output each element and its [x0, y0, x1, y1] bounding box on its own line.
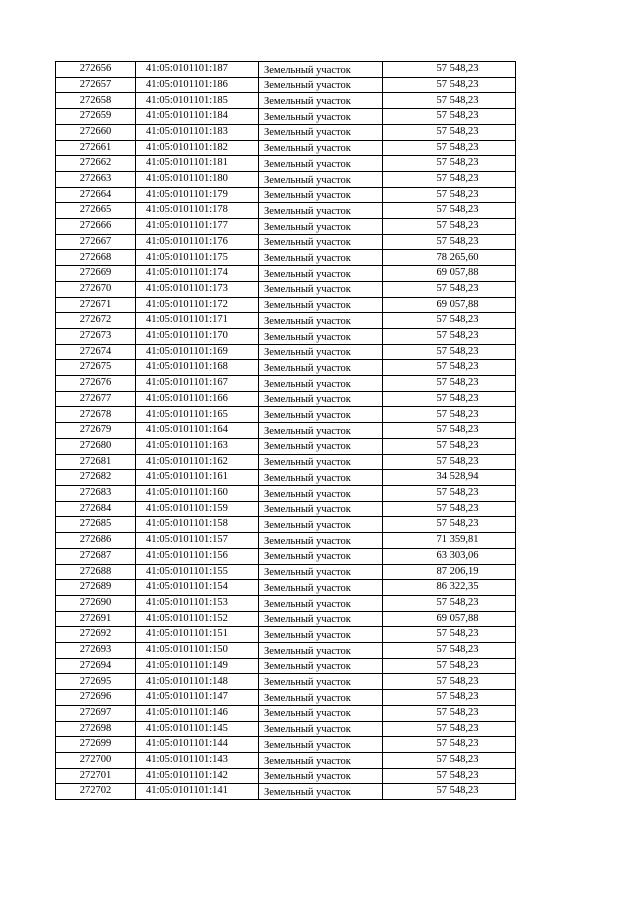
- table-body: [56, 62, 516, 800]
- cadastral-value-cell: 57 548,23: [383, 438, 516, 454]
- object-type-cell: Земельный участок: [259, 281, 383, 297]
- record-number-cell: 272694: [56, 658, 136, 674]
- record-number-cell: 272671: [56, 297, 136, 313]
- cadastral-value-cell: 57 548,23: [383, 156, 516, 172]
- cadastral-number-cell: 41:05:0101101:170: [136, 328, 259, 344]
- record-number-cell: 272681: [56, 454, 136, 470]
- cadastral-number-cell: 41:05:0101101:142: [136, 768, 259, 784]
- object-type-cell: Земельный участок: [259, 737, 383, 753]
- table-row: [56, 124, 516, 140]
- object-type-cell: Земельный участок: [259, 690, 383, 706]
- cadastral-number-cell: 41:05:0101101:168: [136, 360, 259, 376]
- table-row: [56, 564, 516, 580]
- cadastral-number-cell: 41:05:0101101:166: [136, 391, 259, 407]
- record-number-cell: 272699: [56, 737, 136, 753]
- cadastral-value-cell: 57 548,23: [383, 627, 516, 643]
- cadastral-value-cell: 57 548,23: [383, 454, 516, 470]
- cadastral-number-cell: 41:05:0101101:150: [136, 643, 259, 659]
- cadastral-value-cell: 57 548,23: [383, 737, 516, 753]
- record-number-cell: 272674: [56, 344, 136, 360]
- object-type-cell: Земельный участок: [259, 752, 383, 768]
- cadastral-value-cell: 69 057,88: [383, 266, 516, 282]
- object-type-cell: Земельный участок: [259, 360, 383, 376]
- record-number-cell: 272693: [56, 643, 136, 659]
- cadastral-value-cell: 34 528,94: [383, 470, 516, 486]
- table-row: [56, 595, 516, 611]
- object-type-cell: Земельный участок: [259, 674, 383, 690]
- cadastral-value-cell: 87 206,19: [383, 564, 516, 580]
- cadastral-value-cell: 57 548,23: [383, 62, 516, 78]
- cadastral-value-cell: 69 057,88: [383, 611, 516, 627]
- cadastral-number-cell: 41:05:0101101:152: [136, 611, 259, 627]
- table-row: [56, 485, 516, 501]
- table-row: [56, 705, 516, 721]
- record-number-cell: 272702: [56, 784, 136, 800]
- table-row: [56, 203, 516, 219]
- cadastral-value-cell: 57 548,23: [383, 674, 516, 690]
- cadastral-number-cell: 41:05:0101101:176: [136, 234, 259, 250]
- cadastral-number-cell: 41:05:0101101:141: [136, 784, 259, 800]
- object-type-cell: Земельный участок: [259, 203, 383, 219]
- cadastral-number-cell: 41:05:0101101:158: [136, 517, 259, 533]
- record-number-cell: 272665: [56, 203, 136, 219]
- object-type-cell: Земельный участок: [259, 391, 383, 407]
- object-type-cell: Земельный участок: [259, 124, 383, 140]
- cadastral-value-cell: 57 548,23: [383, 501, 516, 517]
- cadastral-number-cell: 41:05:0101101:157: [136, 533, 259, 549]
- cadastral-value-cell: 57 548,23: [383, 171, 516, 187]
- record-number-cell: 272695: [56, 674, 136, 690]
- object-type-cell: Земельный участок: [259, 344, 383, 360]
- cadastral-value-cell: 57 548,23: [383, 705, 516, 721]
- object-type-cell: Земельный участок: [259, 187, 383, 203]
- cadastral-number-cell: 41:05:0101101:156: [136, 548, 259, 564]
- table-row: [56, 77, 516, 93]
- table-row: [56, 109, 516, 125]
- table-row: [56, 533, 516, 549]
- table-row: [56, 171, 516, 187]
- object-type-cell: Земельный участок: [259, 611, 383, 627]
- cadastral-value-cell: 57 548,23: [383, 93, 516, 109]
- record-number-cell: 272690: [56, 595, 136, 611]
- table-row: [56, 690, 516, 706]
- cadastral-value-cell: 57 548,23: [383, 391, 516, 407]
- record-number-cell: 272696: [56, 690, 136, 706]
- cadastral-value-cell: 69 057,88: [383, 297, 516, 313]
- table-row: [56, 376, 516, 392]
- cadastral-number-cell: 41:05:0101101:144: [136, 737, 259, 753]
- table-row: [56, 281, 516, 297]
- table-row: [56, 674, 516, 690]
- cadastral-number-cell: 41:05:0101101:174: [136, 266, 259, 282]
- cadastral-value-cell: 71 359,81: [383, 533, 516, 549]
- cadastral-number-cell: 41:05:0101101:145: [136, 721, 259, 737]
- cadastral-number-cell: 41:05:0101101:154: [136, 580, 259, 596]
- table-row: [56, 344, 516, 360]
- cadastral-number-cell: 41:05:0101101:160: [136, 485, 259, 501]
- object-type-cell: Земельный участок: [259, 721, 383, 737]
- object-type-cell: Земельный участок: [259, 501, 383, 517]
- record-number-cell: 272687: [56, 548, 136, 564]
- object-type-cell: Земельный участок: [259, 768, 383, 784]
- table-row: [56, 297, 516, 313]
- record-number-cell: 272663: [56, 171, 136, 187]
- object-type-cell: Земельный участок: [259, 533, 383, 549]
- record-number-cell: 272660: [56, 124, 136, 140]
- cadastral-value-cell: 78 265,60: [383, 250, 516, 266]
- table-row: [56, 454, 516, 470]
- table-row: [56, 250, 516, 266]
- cadastral-number-cell: 41:05:0101101:184: [136, 109, 259, 125]
- cadastral-value-cell: 57 548,23: [383, 376, 516, 392]
- cadastral-number-cell: 41:05:0101101:143: [136, 752, 259, 768]
- cadastral-number-cell: 41:05:0101101:147: [136, 690, 259, 706]
- object-type-cell: Земельный участок: [259, 219, 383, 235]
- table-row: [56, 266, 516, 282]
- cadastral-value-cell: 63 303,06: [383, 548, 516, 564]
- cadastral-number-cell: 41:05:0101101:180: [136, 171, 259, 187]
- object-type-cell: Земельный участок: [259, 171, 383, 187]
- cadastral-value-cell: 57 548,23: [383, 423, 516, 439]
- record-number-cell: 272673: [56, 328, 136, 344]
- cadastral-value-cell: 57 548,23: [383, 124, 516, 140]
- record-number-cell: 272662: [56, 156, 136, 172]
- cadastral-number-cell: 41:05:0101101:155: [136, 564, 259, 580]
- cadastral-value-cell: 57 548,23: [383, 517, 516, 533]
- record-number-cell: 272688: [56, 564, 136, 580]
- object-type-cell: Земельный участок: [259, 62, 383, 78]
- object-type-cell: Земельный участок: [259, 140, 383, 156]
- record-number-cell: 272685: [56, 517, 136, 533]
- table-row: [56, 328, 516, 344]
- table-row: [56, 658, 516, 674]
- record-number-cell: 272692: [56, 627, 136, 643]
- cadastral-value-cell: 57 548,23: [383, 77, 516, 93]
- cadastral-number-cell: 41:05:0101101:173: [136, 281, 259, 297]
- record-number-cell: 272661: [56, 140, 136, 156]
- cadastral-value-cell: 57 548,23: [383, 234, 516, 250]
- object-type-cell: Земельный участок: [259, 548, 383, 564]
- cadastral-number-cell: 41:05:0101101:146: [136, 705, 259, 721]
- cadastral-number-cell: 41:05:0101101:186: [136, 77, 259, 93]
- table-row: [56, 737, 516, 753]
- record-number-cell: 272691: [56, 611, 136, 627]
- object-type-cell: Земельный участок: [259, 564, 383, 580]
- cadastral-number-cell: 41:05:0101101:167: [136, 376, 259, 392]
- object-type-cell: Земельный участок: [259, 313, 383, 329]
- table-row: [56, 548, 516, 564]
- cadastral-value-cell: 57 548,23: [383, 768, 516, 784]
- table-row: [56, 140, 516, 156]
- cadastral-value-cell: 57 548,23: [383, 219, 516, 235]
- record-number-cell: 272659: [56, 109, 136, 125]
- record-number-cell: 272664: [56, 187, 136, 203]
- cadastral-value-cell: 57 548,23: [383, 187, 516, 203]
- object-type-cell: Земельный участок: [259, 77, 383, 93]
- object-type-cell: Земельный участок: [259, 156, 383, 172]
- record-number-cell: 272679: [56, 423, 136, 439]
- object-type-cell: Земельный участок: [259, 93, 383, 109]
- record-number-cell: 272697: [56, 705, 136, 721]
- cadastral-value-cell: 57 548,23: [383, 784, 516, 800]
- cadastral-number-cell: 41:05:0101101:163: [136, 438, 259, 454]
- table-row: [56, 187, 516, 203]
- object-type-cell: Земельный участок: [259, 517, 383, 533]
- record-number-cell: 272657: [56, 77, 136, 93]
- table-row: [56, 784, 516, 800]
- record-number-cell: 272656: [56, 62, 136, 78]
- object-type-cell: Земельный участок: [259, 470, 383, 486]
- cadastral-number-cell: 41:05:0101101:179: [136, 187, 259, 203]
- table-row: [56, 611, 516, 627]
- cadastral-number-cell: 41:05:0101101:162: [136, 454, 259, 470]
- record-number-cell: 272698: [56, 721, 136, 737]
- cadastral-value-cell: 57 548,23: [383, 313, 516, 329]
- cadastral-number-cell: 41:05:0101101:169: [136, 344, 259, 360]
- object-type-cell: Земельный участок: [259, 328, 383, 344]
- cadastral-number-cell: 41:05:0101101:185: [136, 93, 259, 109]
- cadastral-number-cell: 41:05:0101101:149: [136, 658, 259, 674]
- record-number-cell: 272701: [56, 768, 136, 784]
- object-type-cell: Земельный участок: [259, 784, 383, 800]
- record-number-cell: 272689: [56, 580, 136, 596]
- cadastral-value-cell: 57 548,23: [383, 407, 516, 423]
- record-number-cell: 272683: [56, 485, 136, 501]
- cadastral-value-cell: 57 548,23: [383, 752, 516, 768]
- table-row: [56, 721, 516, 737]
- cadastral-number-cell: 41:05:0101101:183: [136, 124, 259, 140]
- cadastral-number-cell: 41:05:0101101:151: [136, 627, 259, 643]
- object-type-cell: Земельный участок: [259, 454, 383, 470]
- cadastral-value-cell: 57 548,23: [383, 344, 516, 360]
- cadastral-value-cell: 57 548,23: [383, 721, 516, 737]
- cadastral-value-cell: 57 548,23: [383, 203, 516, 219]
- record-number-cell: 272677: [56, 391, 136, 407]
- cadastral-number-cell: 41:05:0101101:164: [136, 423, 259, 439]
- table-row: [56, 219, 516, 235]
- object-type-cell: Земельный участок: [259, 627, 383, 643]
- object-type-cell: Земельный участок: [259, 297, 383, 313]
- record-number-cell: 272678: [56, 407, 136, 423]
- cadastral-value-cell: 57 548,23: [383, 485, 516, 501]
- cadastral-number-cell: 41:05:0101101:161: [136, 470, 259, 486]
- cadastral-number-cell: 41:05:0101101:178: [136, 203, 259, 219]
- table-row: [56, 517, 516, 533]
- cadastral-number-cell: 41:05:0101101:171: [136, 313, 259, 329]
- cadastral-value-cell: 57 548,23: [383, 140, 516, 156]
- cadastral-number-cell: 41:05:0101101:187: [136, 62, 259, 78]
- table-row: [56, 156, 516, 172]
- cadastral-value-cell: 57 548,23: [383, 595, 516, 611]
- cadastral-number-cell: 41:05:0101101:181: [136, 156, 259, 172]
- cadastral-number-cell: 41:05:0101101:177: [136, 219, 259, 235]
- record-number-cell: 272675: [56, 360, 136, 376]
- table-row: [56, 768, 516, 784]
- cadastral-number-cell: 41:05:0101101:153: [136, 595, 259, 611]
- object-type-cell: Земельный участок: [259, 580, 383, 596]
- table-row: [56, 391, 516, 407]
- cadastral-value-cell: 57 548,23: [383, 281, 516, 297]
- table-row: [56, 407, 516, 423]
- table-row: [56, 234, 516, 250]
- record-number-cell: 272680: [56, 438, 136, 454]
- record-number-cell: 272658: [56, 93, 136, 109]
- table-row: [56, 360, 516, 376]
- table-row: [56, 423, 516, 439]
- cadastral-value-cell: 57 548,23: [383, 109, 516, 125]
- cadastral-number-cell: 41:05:0101101:165: [136, 407, 259, 423]
- object-type-cell: Земельный участок: [259, 250, 383, 266]
- record-number-cell: 272667: [56, 234, 136, 250]
- object-type-cell: Земельный участок: [259, 376, 383, 392]
- record-number-cell: 272676: [56, 376, 136, 392]
- cadastral-value-table: [55, 61, 516, 800]
- object-type-cell: Земельный участок: [259, 407, 383, 423]
- object-type-cell: Земельный участок: [259, 485, 383, 501]
- cadastral-value-cell: 57 548,23: [383, 643, 516, 659]
- cadastral-value-cell: 57 548,23: [383, 360, 516, 376]
- object-type-cell: Земельный участок: [259, 705, 383, 721]
- record-number-cell: 272686: [56, 533, 136, 549]
- cadastral-number-cell: 41:05:0101101:175: [136, 250, 259, 266]
- table-row: [56, 438, 516, 454]
- cadastral-number-cell: 41:05:0101101:148: [136, 674, 259, 690]
- object-type-cell: Земельный участок: [259, 438, 383, 454]
- cadastral-number-cell: 41:05:0101101:182: [136, 140, 259, 156]
- table-row: [56, 62, 516, 78]
- table-row: [56, 313, 516, 329]
- record-number-cell: 272669: [56, 266, 136, 282]
- table-row: [56, 93, 516, 109]
- object-type-cell: Земельный участок: [259, 234, 383, 250]
- cadastral-number-cell: 41:05:0101101:159: [136, 501, 259, 517]
- table-row: [56, 643, 516, 659]
- object-type-cell: Земельный участок: [259, 423, 383, 439]
- object-type-cell: Земельный участок: [259, 595, 383, 611]
- record-number-cell: 272682: [56, 470, 136, 486]
- cadastral-value-cell: 86 322,35: [383, 580, 516, 596]
- cadastral-value-cell: 57 548,23: [383, 658, 516, 674]
- table-row: [56, 580, 516, 596]
- record-number-cell: 272670: [56, 281, 136, 297]
- record-number-cell: 272668: [56, 250, 136, 266]
- table-row: [56, 627, 516, 643]
- record-number-cell: 272700: [56, 752, 136, 768]
- cadastral-value-cell: 57 548,23: [383, 328, 516, 344]
- object-type-cell: Земельный участок: [259, 658, 383, 674]
- table-row: [56, 470, 516, 486]
- record-number-cell: 272666: [56, 219, 136, 235]
- record-number-cell: 272672: [56, 313, 136, 329]
- record-number-cell: 272684: [56, 501, 136, 517]
- table-row: [56, 752, 516, 768]
- cadastral-number-cell: 41:05:0101101:172: [136, 297, 259, 313]
- object-type-cell: Земельный участок: [259, 266, 383, 282]
- table-row: [56, 501, 516, 517]
- cadastral-value-cell: 57 548,23: [383, 690, 516, 706]
- object-type-cell: Земельный участок: [259, 643, 383, 659]
- object-type-cell: Земельный участок: [259, 109, 383, 125]
